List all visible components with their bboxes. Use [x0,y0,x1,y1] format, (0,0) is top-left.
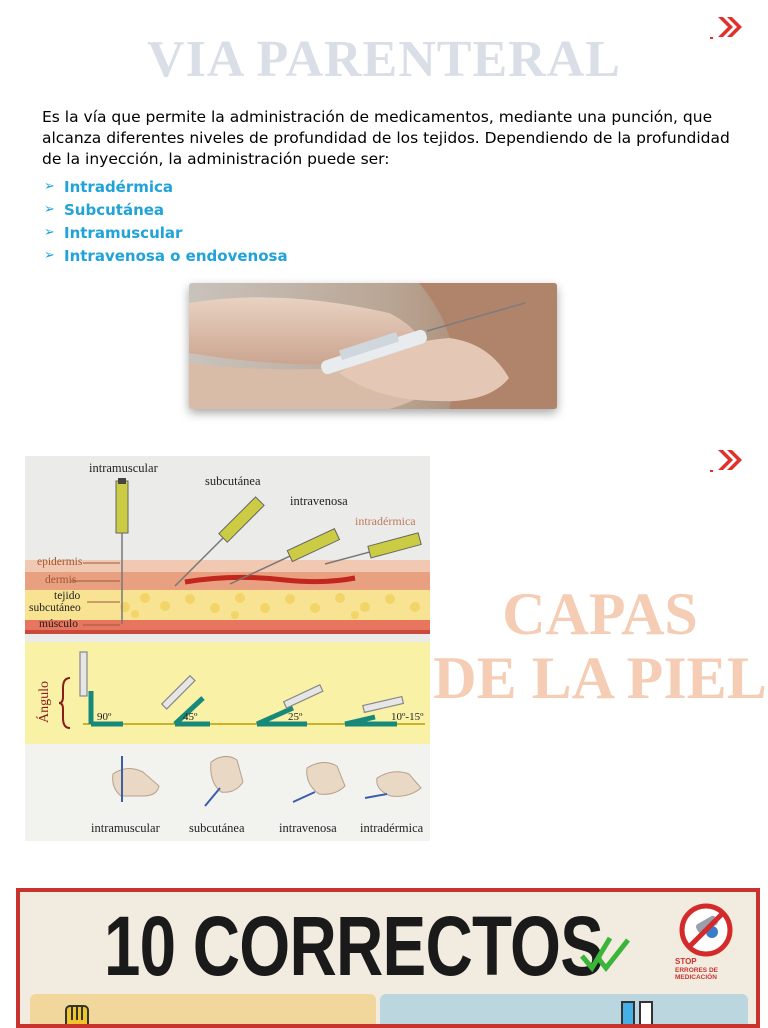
layer-musculo: músculo [39,618,78,630]
card-title: 10 CORRECTOS [104,899,604,993]
label-intradermica: intradérmica [355,514,416,528]
bottom-label-intradermica: intradérmica [360,821,424,835]
angle-90: 90º [97,711,112,723]
stop-subtext: ERRORES DE MEDICACIÓN [675,967,718,981]
list-item: ➢ Intradérmica [44,177,174,196]
capas-title: CAPAS DE LA PIEL [433,581,767,711]
angle-45: 45º [183,711,198,723]
list-item: ➢ Intramuscular [44,223,183,242]
correctos-card [16,888,760,1028]
label-intramuscular: intramuscular [89,461,158,475]
list-item: ➢ Subcutánea [44,200,165,219]
angle-10-15: 10º-15º [391,711,424,723]
arrow-bullet-icon: ➢ [44,179,55,194]
stop-text: STOP [675,957,697,966]
label-subcutanea: subcutánea [205,474,261,488]
slide-title: VIA PARENTERAL [147,31,621,88]
label-intravenosa: intravenosa [290,494,348,508]
list-item: ➢ Intravenosa o endovenosa [44,246,288,265]
arrow-bullet-icon: ➢ [44,202,55,217]
intro-paragraph: Es la vía que permite la administración de medicamentos, mediante una punción, que alcanza diferentes niveles de profundidad de los tejidos. Dependiendo de la profundidad de la inyección, la administración puede ser: [42,108,730,168]
preparacion-panel [30,994,376,1028]
injection-angles-diagram [25,456,430,841]
layer-epidermis: epidermis [37,556,83,568]
angle-25: 25º [288,711,303,723]
route-list [44,175,288,267]
double-check-icon [580,934,632,974]
arrow-bullet-icon: ➢ [44,248,55,263]
bottom-label-intramuscular: intramuscular [91,821,160,835]
layer-subcutaneo: subcutáneo [29,602,81,614]
bottom-label-subcutanea: subcutánea [189,821,245,835]
stop-sign-icon [678,902,734,958]
angle-label: Ángulo [37,681,52,723]
chevron-right-icon [710,448,744,472]
layer-dermis: dermis [45,574,77,586]
bottom-label-intravenosa: intravenosa [279,821,337,835]
administracion-panel [380,994,748,1028]
layer-tejido: tejido [54,590,81,602]
injection-photo [189,283,557,409]
arrow-bullet-icon: ➢ [44,225,55,240]
